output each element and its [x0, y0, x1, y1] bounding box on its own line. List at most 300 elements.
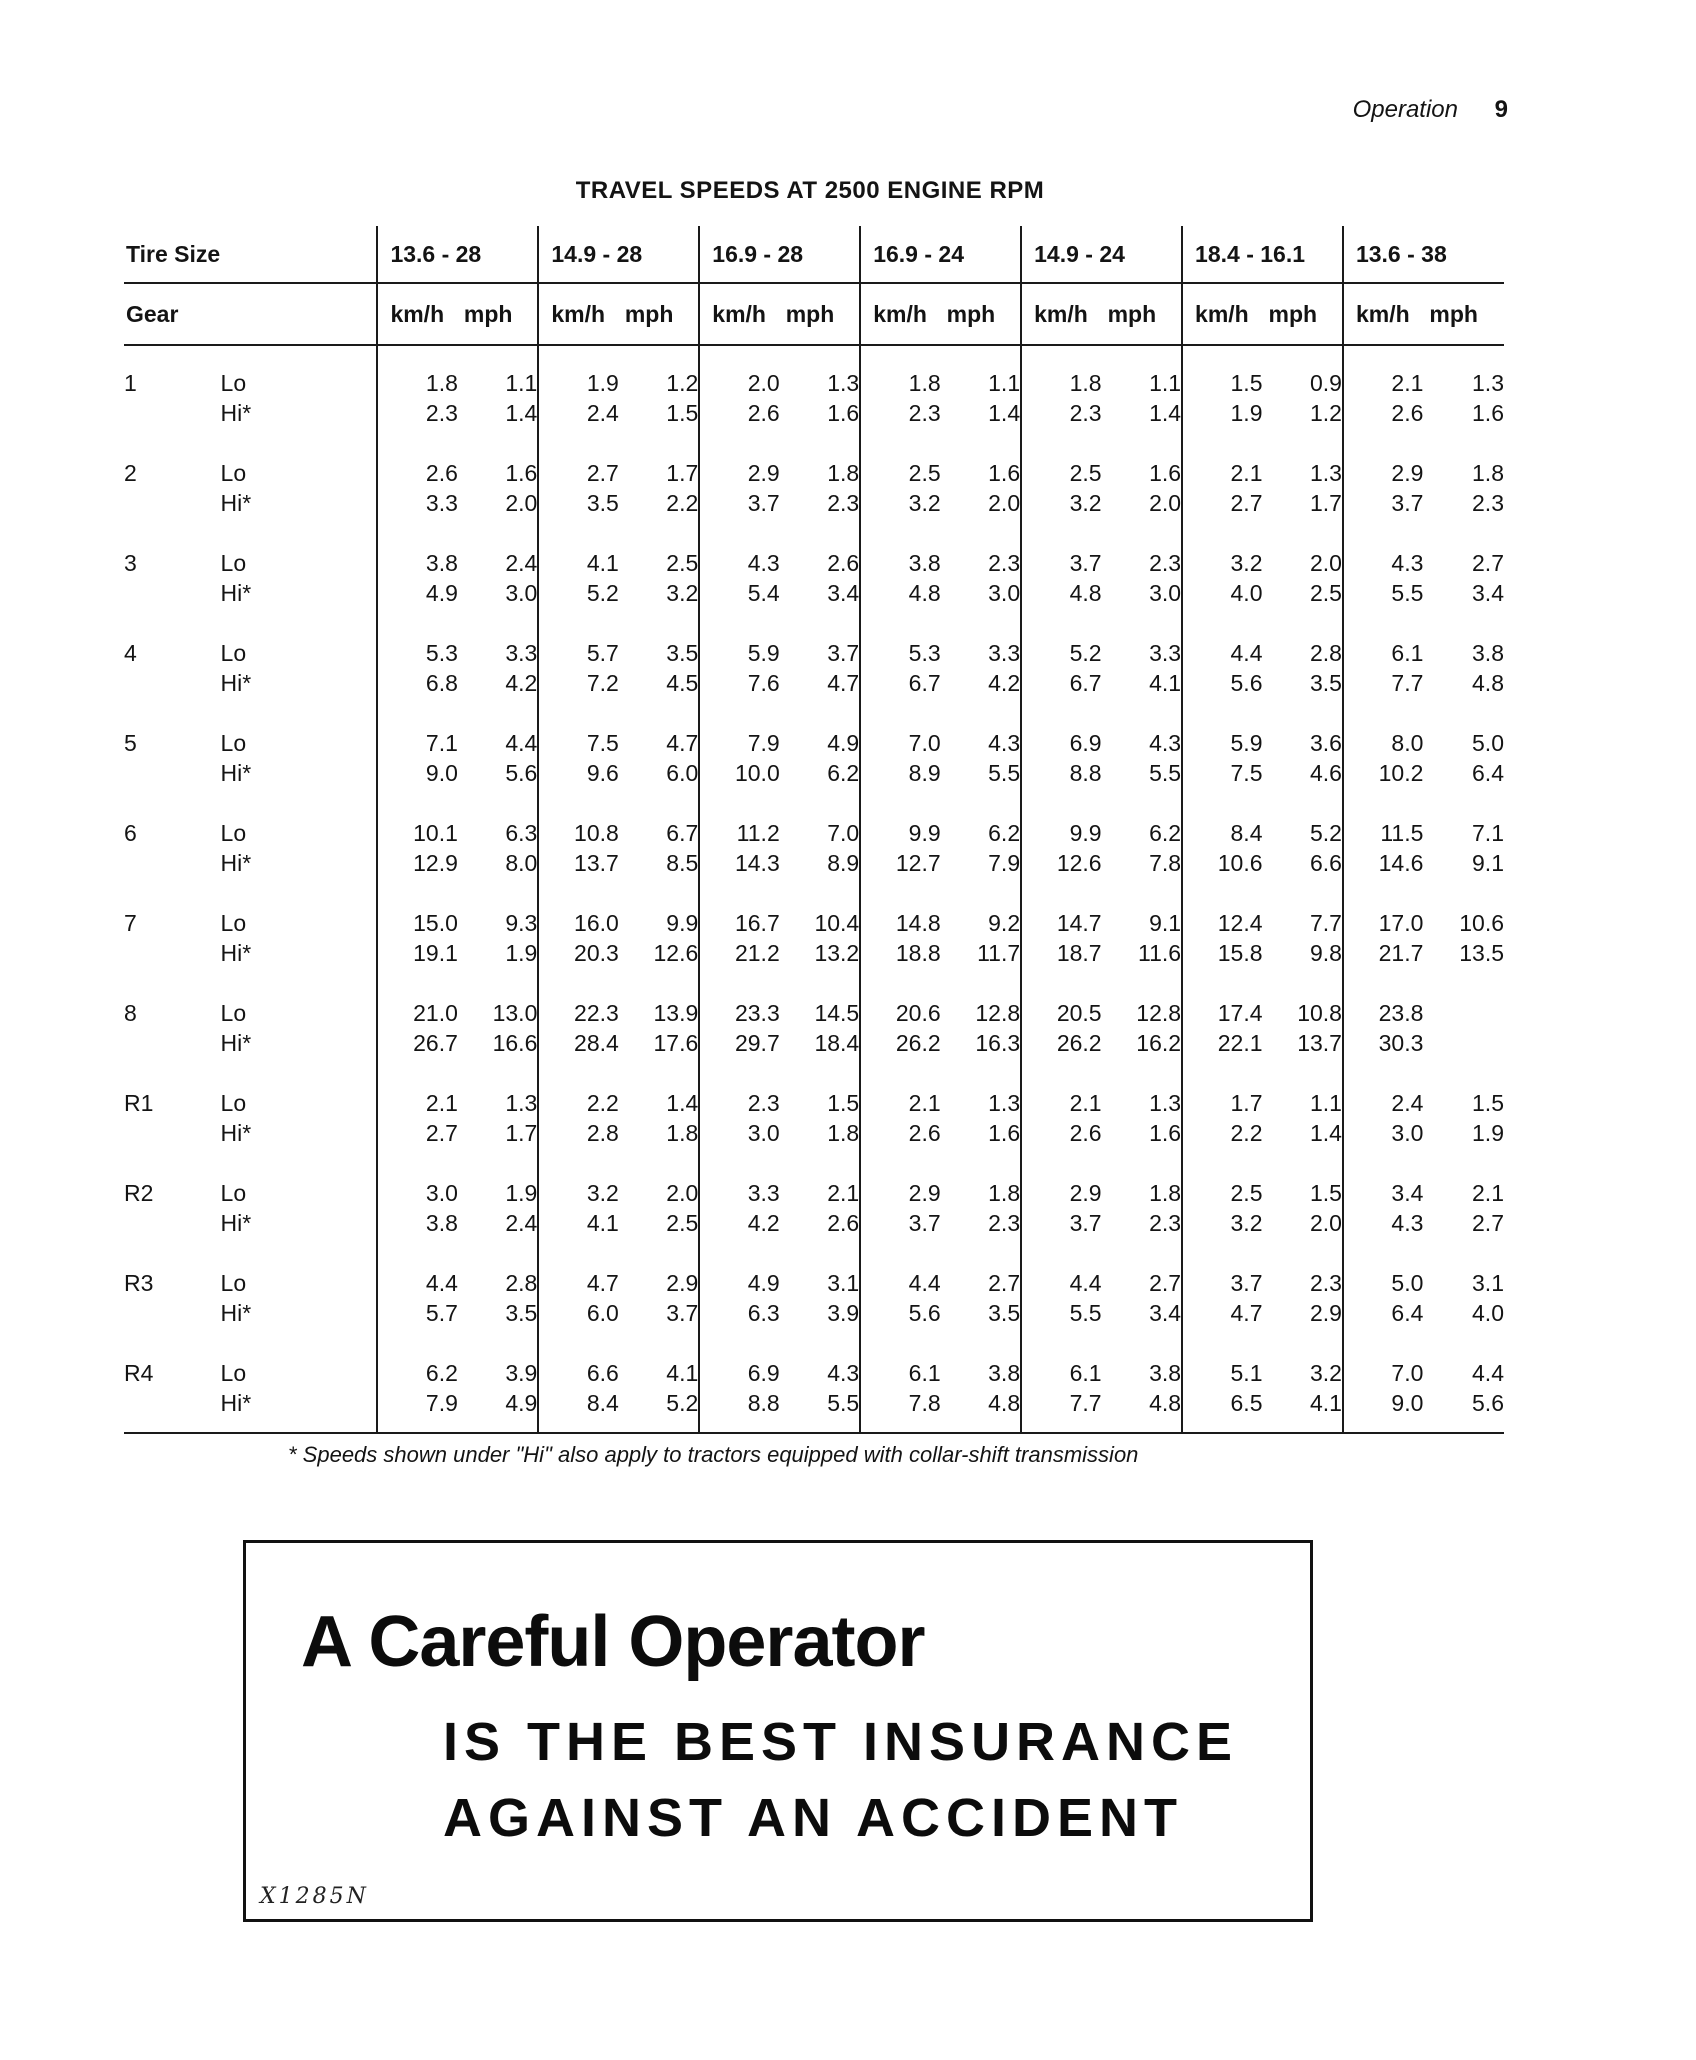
unit-mph: mph: [1423, 283, 1504, 345]
spacer-cell: [1343, 608, 1423, 638]
range-label: Hi*: [220, 1119, 252, 1146]
spacer-cell: [221, 788, 378, 818]
speed-mph-cell: 1.3: [988, 1089, 1021, 1116]
spacer-cell: [1423, 1238, 1504, 1268]
speed-kmh-cell: 2.7: [1182, 488, 1262, 518]
speed-mph-cell: 2.7: [988, 1269, 1021, 1296]
speed-mph-cell: 2.3: [1472, 489, 1504, 516]
spacer-cell: [377, 1148, 457, 1178]
speed-kmh-cell: 2.6: [860, 1118, 940, 1148]
speed-kmh-cell: 5.4: [699, 578, 779, 608]
speed-kmh-cell: 5.2: [1021, 638, 1101, 668]
speed-mph-cell: 13.5: [1459, 939, 1504, 966]
speed-mph-cell: 1.4: [1149, 399, 1182, 426]
tire-size-header: 16.9 - 28: [699, 226, 860, 283]
speed-mph-cell: 1.5: [666, 399, 699, 426]
speed-kmh-cell: 2.5: [1021, 458, 1101, 488]
gear-number-blank: [124, 1388, 221, 1418]
speed-mph-cell: 1.8: [988, 1179, 1021, 1206]
range-label: Lo: [220, 369, 247, 396]
spacer-cell: [941, 878, 1021, 908]
speed-kmh-cell: 21.2: [699, 938, 779, 968]
spacer-cell: [860, 345, 940, 368]
spacer-cell: [1102, 428, 1182, 458]
speed-mph-cell: 4.1: [666, 1359, 699, 1386]
speed-kmh-cell: 28.4: [538, 1028, 618, 1058]
speed-kmh-cell: 12.9: [377, 848, 457, 878]
spacer-cell: [1182, 698, 1262, 728]
speed-kmh-cell: 9.0: [1343, 1388, 1423, 1418]
speed-kmh-cell: 1.8: [860, 368, 940, 398]
spacer-cell: [699, 788, 779, 818]
speed-mph-cell: 2.8: [505, 1269, 538, 1296]
page-number: 9: [1494, 96, 1508, 123]
speed-kmh-cell: 5.9: [699, 638, 779, 668]
range-label: Hi*: [220, 1389, 252, 1416]
spacer-cell: [780, 345, 860, 368]
speed-mph-cell: 2.5: [666, 1209, 699, 1236]
range-label: Lo: [220, 909, 247, 936]
speed-mph-cell: 2.5: [666, 549, 699, 576]
spacer-cell: [538, 608, 618, 638]
speed-mph-cell: 4.7: [666, 729, 699, 756]
spacer-cell: [860, 788, 940, 818]
row-spacer: [124, 1238, 1504, 1268]
spacer-cell: [221, 698, 378, 728]
spacer-cell: [538, 1058, 618, 1088]
speed-kmh-cell: 3.3: [699, 1178, 779, 1208]
spacer-cell: [699, 608, 779, 638]
speed-kmh-cell: 7.9: [699, 728, 779, 758]
row-spacer: [124, 788, 1504, 818]
spacer-cell: [538, 1328, 618, 1358]
speed-mph-cell: 6.2: [988, 819, 1021, 846]
speed-mph-cell: 2.8: [1309, 639, 1342, 666]
tire-size-header: 14.9 - 24: [1021, 226, 1182, 283]
gear-number: R2: [124, 1179, 154, 1206]
speed-mph-cell: 5.0: [1472, 729, 1504, 756]
speed-kmh-cell: 3.4: [1343, 1178, 1423, 1208]
spacer-cell: [1182, 968, 1262, 998]
speed-mph-cell: 2.0: [1149, 489, 1182, 516]
speed-kmh-cell: 6.1: [1021, 1358, 1101, 1388]
spacer-cell: [1021, 1238, 1101, 1268]
speed-mph-cell: 7.8: [1149, 849, 1182, 876]
speed-mph-cell: 3.7: [666, 1299, 699, 1326]
speed-kmh-cell: 8.4: [538, 1388, 618, 1418]
speed-mph-cell: 4.0: [1472, 1299, 1504, 1326]
spacer-cell: [377, 1058, 457, 1088]
spacer-cell: [780, 608, 860, 638]
gear-hi-row: [124, 1388, 1504, 1418]
speed-mph-cell: 1.9: [1472, 1119, 1504, 1146]
speed-mph-cell: 3.5: [505, 1299, 538, 1326]
speed-kmh-cell: 5.0: [1343, 1268, 1423, 1298]
speed-mph-cell: 9.1: [1149, 909, 1182, 936]
unit-kmh: km/h: [699, 283, 779, 345]
tire-size-header: 13.6 - 28: [377, 226, 538, 283]
speed-mph-cell: 3.8: [1149, 1359, 1182, 1386]
unit-mph: mph: [1263, 283, 1343, 345]
spacer-cell: [699, 1418, 779, 1433]
speed-mph-cell: 4.8: [1149, 1389, 1182, 1416]
spacer-cell: [458, 968, 538, 998]
speed-kmh-cell: 6.7: [860, 668, 940, 698]
speed-mph-cell: 11.7: [977, 939, 1021, 966]
spacer-cell: [860, 428, 940, 458]
speed-kmh-cell: 8.0: [1343, 728, 1423, 758]
speed-mph-cell: 4.8: [1472, 669, 1504, 696]
spacer-cell: [538, 1238, 618, 1268]
spacer-cell: [860, 1058, 940, 1088]
gear-lo-row: [124, 458, 1504, 488]
spacer-cell: [1343, 1058, 1423, 1088]
speed-mph-cell: 9.2: [988, 909, 1021, 936]
spacer-cell: [1423, 1328, 1504, 1358]
speed-mph-cell: 1.4: [505, 399, 538, 426]
spacer-cell: [699, 878, 779, 908]
speed-kmh-cell: 18.7: [1021, 938, 1101, 968]
speed-kmh-cell: 11.2: [699, 818, 779, 848]
speed-kmh-cell: 20.6: [860, 998, 940, 1028]
spacer-cell: [860, 1148, 940, 1178]
speed-kmh-cell: 3.7: [1343, 488, 1423, 518]
spacer-cell: [458, 788, 538, 818]
speed-mph-cell: 6.6: [1309, 849, 1342, 876]
speed-kmh-cell: 7.0: [860, 728, 940, 758]
speed-kmh-cell: 2.9: [699, 458, 779, 488]
speed-mph-cell: 6.2: [1149, 819, 1182, 846]
gear-number: 8: [124, 999, 137, 1026]
range-label: Lo: [220, 1179, 247, 1206]
speed-kmh-cell: 5.5: [1343, 578, 1423, 608]
tire-size-header: 16.9 - 24: [860, 226, 1021, 283]
spacer-cell: [699, 345, 779, 368]
spacer-cell: [377, 345, 457, 368]
spacer-cell: [1423, 608, 1504, 638]
speed-kmh-cell: 2.2: [538, 1088, 618, 1118]
speed-kmh-cell: 5.2: [538, 578, 618, 608]
speed-mph-cell: 2.7: [1149, 1269, 1182, 1296]
speed-kmh-cell: 6.8: [377, 668, 457, 698]
speed-mph-cell: 5.5: [827, 1389, 860, 1416]
speed-kmh-cell: 30.3: [1343, 1028, 1423, 1058]
tire-size-label: Tire Size: [126, 240, 221, 267]
speed-kmh-cell: 3.0: [1343, 1118, 1423, 1148]
speed-kmh-cell: 4.9: [699, 1268, 779, 1298]
gear-number-blank: [124, 578, 221, 608]
speed-kmh-cell: 15.8: [1182, 938, 1262, 968]
speed-mph-cell: 1.1: [1149, 369, 1182, 396]
row-spacer: [124, 878, 1504, 908]
speed-mph-cell: 2.0: [988, 489, 1021, 516]
speed-kmh-cell: 2.7: [538, 458, 618, 488]
spacer-cell: [941, 1418, 1021, 1433]
speed-kmh-cell: 8.8: [1021, 758, 1101, 788]
speed-mph-cell: 4.3: [1149, 729, 1182, 756]
speed-kmh-cell: 2.1: [1182, 458, 1262, 488]
spacer-cell: [1021, 1148, 1101, 1178]
row-spacer: [124, 1418, 1504, 1433]
tire-size-header: 18.4 - 16.1: [1182, 226, 1343, 283]
spacer-cell: [941, 608, 1021, 638]
spacer-cell: [1263, 345, 1343, 368]
spacer-cell: [860, 698, 940, 728]
gear-number: 1: [124, 369, 137, 396]
spacer-cell: [699, 968, 779, 998]
speed-mph-cell: 1.9: [505, 1179, 538, 1206]
footnote: * Speeds shown under "Hi" also apply to tractors equipped with collar-shift transmission: [288, 1442, 1139, 1467]
spacer-cell: [377, 1328, 457, 1358]
speed-kmh-cell: 7.9: [377, 1388, 457, 1418]
spacer-cell: [1021, 428, 1101, 458]
speed-mph-cell: 0.9: [1309, 369, 1342, 396]
gear-number-blank: [124, 488, 221, 518]
speed-kmh-cell: 22.1: [1182, 1028, 1262, 1058]
speed-kmh-cell: 12.6: [1021, 848, 1101, 878]
spacer-cell: [1102, 1148, 1182, 1178]
speed-mph-cell: 1.6: [1472, 399, 1504, 426]
speed-mph-cell: 14.5: [814, 999, 860, 1026]
spacer-cell: [221, 345, 378, 368]
speed-mph-cell: 10.6: [1459, 909, 1504, 936]
spacer-cell: [860, 968, 940, 998]
spacer-cell: [1343, 698, 1423, 728]
speed-mph-cell: 3.9: [827, 1299, 860, 1326]
speed-kmh-cell: 4.1: [538, 548, 618, 578]
range-label: Hi*: [220, 759, 252, 786]
speed-mph-cell: 2.5: [1309, 579, 1342, 606]
speed-mph-cell: 3.5: [988, 1299, 1021, 1326]
speed-mph-cell: 2.1: [1472, 1179, 1504, 1206]
speed-mph-cell: 1.4: [1309, 1119, 1342, 1146]
spacer-cell: [1343, 1148, 1423, 1178]
spacer-cell: [1102, 1328, 1182, 1358]
row-spacer: [124, 428, 1504, 458]
gear-hi-row: [124, 488, 1504, 518]
speed-kmh-cell: 1.9: [1182, 398, 1262, 428]
speed-kmh-cell: 8.4: [1182, 818, 1262, 848]
speed-mph-cell: 9.8: [1309, 939, 1342, 966]
speed-kmh-cell: 3.7: [860, 1208, 940, 1238]
spacer-cell: [124, 788, 221, 818]
gear-lo-row: [124, 908, 1504, 938]
spacer-cell: [458, 878, 538, 908]
spacer-cell: [1102, 968, 1182, 998]
gear-number: 4: [124, 639, 137, 666]
speed-kmh-cell: 21.7: [1343, 938, 1423, 968]
spacer-cell: [1343, 518, 1423, 548]
speed-kmh-cell: 4.8: [1021, 578, 1101, 608]
speed-mph-cell: 4.7: [827, 669, 860, 696]
range-label: Lo: [220, 819, 247, 846]
speed-kmh-cell: 2.1: [1343, 368, 1423, 398]
spacer-cell: [1182, 345, 1262, 368]
speed-mph-cell: 2.3: [988, 1209, 1021, 1236]
gear-lo-row: [124, 548, 1504, 578]
speed-kmh-cell: 14.7: [1021, 908, 1101, 938]
spacer-cell: [941, 1328, 1021, 1358]
gear-lo-row: [124, 1088, 1504, 1118]
speed-mph-cell: 6.2: [827, 759, 860, 786]
spacer-cell: [1423, 1058, 1504, 1088]
speed-mph-cell: 2.6: [827, 549, 860, 576]
speed-mph-cell: 1.6: [988, 1119, 1021, 1146]
spacer-cell: [377, 428, 457, 458]
speed-kmh-cell: 1.9: [538, 368, 618, 398]
spacer-cell: [377, 1418, 457, 1433]
spacer-cell: [860, 608, 940, 638]
gear-hi-row: [124, 668, 1504, 698]
gear-lo-row: [124, 818, 1504, 848]
speed-mph-cell: 5.5: [988, 759, 1021, 786]
spacer-cell: [377, 698, 457, 728]
spacer-cell: [1263, 968, 1343, 998]
speed-kmh-cell: 20.5: [1021, 998, 1101, 1028]
speed-kmh-cell: 4.0: [1182, 578, 1262, 608]
tire-size-header: 14.9 - 28: [538, 226, 699, 283]
speed-mph-cell: 4.3: [988, 729, 1021, 756]
spacer-cell: [1263, 428, 1343, 458]
spacer-cell: [941, 1238, 1021, 1268]
gear-lo-row: [124, 1358, 1504, 1388]
spacer-cell: [1343, 788, 1423, 818]
speed-kmh-cell: 5.1: [1182, 1358, 1262, 1388]
speed-kmh-cell: 2.6: [699, 398, 779, 428]
spacer-cell: [1423, 1148, 1504, 1178]
gear-lo-row: [124, 368, 1504, 398]
speed-mph-cell: 13.0: [492, 999, 538, 1026]
speed-mph-cell: 1.8: [666, 1119, 699, 1146]
speed-mph-cell: 2.4: [505, 1209, 538, 1236]
speed-mph-cell: 2.0: [505, 489, 538, 516]
spacer-cell: [1182, 1418, 1262, 1433]
speed-kmh-cell: 5.7: [538, 638, 618, 668]
speed-mph-cell: 2.3: [1149, 1209, 1182, 1236]
spacer-cell: [1021, 788, 1101, 818]
speed-mph-cell: 9.9: [666, 909, 699, 936]
spacer-cell: [221, 428, 378, 458]
spacer-cell: [941, 428, 1021, 458]
speed-mph-cell: 4.4: [505, 729, 538, 756]
speed-kmh-cell: 2.3: [1021, 398, 1101, 428]
speed-kmh-cell: 3.8: [377, 1208, 457, 1238]
speed-mph-cell: 2.3: [988, 549, 1021, 576]
spacer-cell: [1182, 428, 1262, 458]
spacer-cell: [941, 518, 1021, 548]
speed-kmh-cell: 23.8: [1343, 998, 1423, 1028]
speed-mph-cell: 3.5: [1309, 669, 1342, 696]
spacer-cell: [780, 1328, 860, 1358]
speed-kmh-cell: 3.3: [377, 488, 457, 518]
spacer-cell: [1102, 1418, 1182, 1433]
speed-kmh-cell: 26.2: [860, 1028, 940, 1058]
spacer-cell: [699, 518, 779, 548]
speed-mph-cell: 4.2: [988, 669, 1021, 696]
speed-mph-cell: 16.6: [492, 1029, 538, 1056]
spacer-cell: [780, 1148, 860, 1178]
spacer-cell: [458, 518, 538, 548]
speed-kmh-cell: 2.5: [860, 458, 940, 488]
gear-hi-row: [124, 848, 1504, 878]
gear-hi-row: [124, 1118, 1504, 1148]
figure-code: X1285N: [260, 1884, 369, 1909]
spacer-cell: [1182, 788, 1262, 818]
spacer-cell: [458, 1058, 538, 1088]
speed-kmh-cell: 6.4: [1343, 1298, 1423, 1328]
spacer-cell: [780, 788, 860, 818]
speed-kmh-cell: 17.4: [1182, 998, 1262, 1028]
speed-mph-cell: 1.6: [505, 459, 538, 486]
spacer-cell: [124, 1058, 221, 1088]
speed-mph-cell: 5.6: [505, 759, 538, 786]
speed-mph-cell: 3.4: [1472, 579, 1504, 606]
spacer-cell: [221, 608, 378, 638]
gear-lo-row: [124, 1268, 1504, 1298]
row-spacer: [124, 1148, 1504, 1178]
speed-kmh-cell: 14.3: [699, 848, 779, 878]
spacer-cell: [1263, 1328, 1343, 1358]
spacer-cell: [1263, 1238, 1343, 1268]
gear-hi-row: [124, 758, 1504, 788]
gear-number-blank: [124, 758, 221, 788]
range-label: Hi*: [220, 1299, 252, 1326]
range-label: Lo: [220, 999, 247, 1026]
spacer-cell: [124, 968, 221, 998]
spacer-cell: [941, 698, 1021, 728]
speed-kmh-cell: 10.2: [1343, 758, 1423, 788]
unit-kmh: km/h: [377, 283, 457, 345]
slogan-line-2: IS THE BEST INSURANCE: [443, 1712, 1239, 1772]
speed-mph-cell: 13.9: [653, 999, 699, 1026]
spacer-cell: [538, 428, 618, 458]
range-label: Hi*: [220, 849, 252, 876]
speed-mph-cell: 4.3: [827, 1359, 860, 1386]
tire-size-row: [124, 226, 1504, 283]
speed-kmh-cell: 3.7: [1021, 1208, 1101, 1238]
spacer-cell: [1182, 1238, 1262, 1268]
speed-mph-cell: 3.2: [1309, 1359, 1342, 1386]
speed-mph-cell: 3.4: [1149, 1299, 1182, 1326]
speed-kmh-cell: 4.3: [1343, 548, 1423, 578]
speed-mph-cell: 12.8: [975, 999, 1021, 1026]
speed-mph-cell: 2.3: [1309, 1269, 1342, 1296]
speed-kmh-cell: 4.2: [699, 1208, 779, 1238]
spacer-cell: [780, 698, 860, 728]
speed-mph-cell: 7.9: [988, 849, 1021, 876]
speed-kmh-cell: 3.2: [860, 488, 940, 518]
spacer-cell: [1102, 1238, 1182, 1268]
spacer-cell: [619, 1238, 699, 1268]
slogan-line-3: AGAINST AN ACCIDENT: [443, 1788, 1183, 1848]
speed-kmh-cell: 7.2: [538, 668, 618, 698]
spacer-cell: [619, 1328, 699, 1358]
speed-kmh-cell: 2.1: [860, 1088, 940, 1118]
speed-mph-cell: 1.6: [988, 459, 1021, 486]
spacer-cell: [1182, 608, 1262, 638]
range-label: Hi*: [220, 579, 252, 606]
speed-mph-cell: 3.6: [1309, 729, 1342, 756]
spacer-cell: [619, 1058, 699, 1088]
range-label: Lo: [220, 1269, 247, 1296]
speed-mph-cell: 1.8: [827, 1119, 860, 1146]
spacer-cell: [538, 1148, 618, 1178]
spacer-cell: [1102, 1058, 1182, 1088]
gear-number: R3: [124, 1269, 154, 1296]
speed-kmh-cell: 9.6: [538, 758, 618, 788]
speed-mph-cell: 4.9: [827, 729, 860, 756]
speed-mph-cell: 1.1: [1309, 1089, 1342, 1116]
